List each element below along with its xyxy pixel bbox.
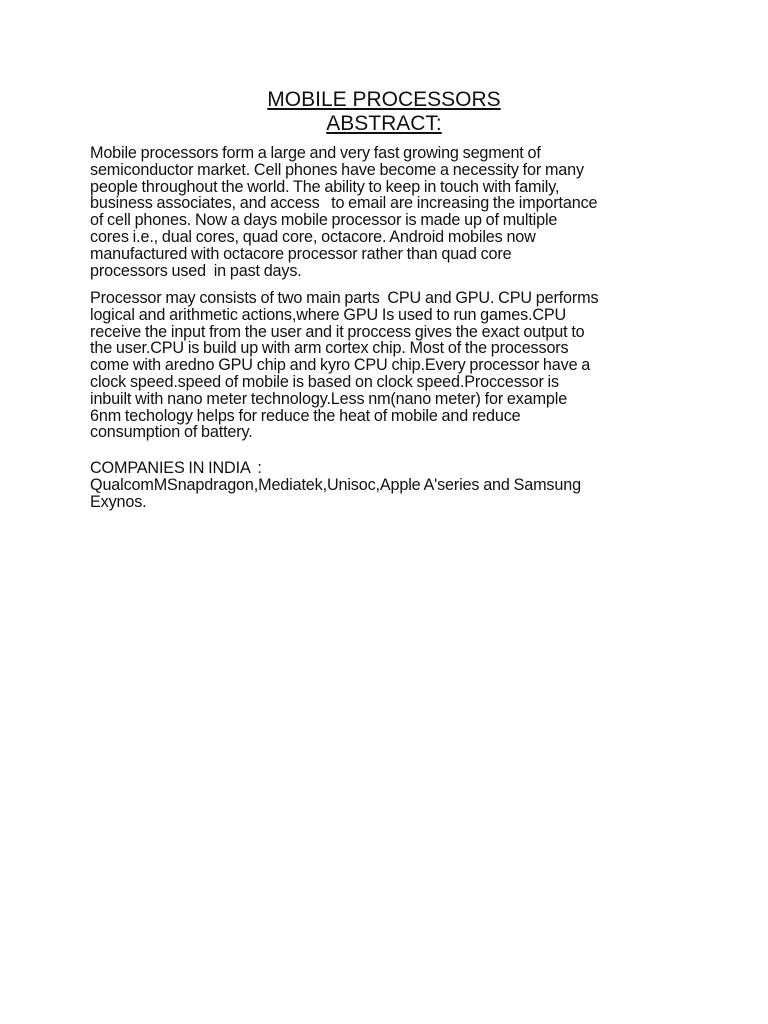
text-line: manufactured with octacore processor rather than quad core bbox=[90, 244, 512, 263]
abstract-heading: ABSTRACT: bbox=[326, 112, 442, 135]
text-line: logical and arithmetic actions,where GPU Is used to run games.CPU bbox=[90, 305, 567, 324]
text-line: clock speed.speed of mobile is based on clock speed.Proccessor is bbox=[90, 372, 559, 391]
text-line: come with aredno GPU chip and kyro CPU chip.Every processor have a bbox=[90, 356, 591, 375]
text-line: inbuilt with nano meter technology.Less nm(nano meter) for example bbox=[90, 389, 568, 408]
paragraph-intro bbox=[90, 145, 690, 279]
paragraph-companies bbox=[90, 460, 690, 510]
text-line: Exynos. bbox=[90, 492, 147, 511]
paragraph-cpu-gpu bbox=[90, 290, 690, 441]
text-line: semiconductor market. Cell phones have become a necessity for many bbox=[90, 160, 584, 179]
text-line: consumption of battery. bbox=[90, 423, 253, 442]
text-line: Mobile processors form a large and very fast growing segment of bbox=[90, 144, 541, 162]
text-line: processors used in past days. bbox=[90, 261, 302, 280]
text-line: the user.CPU is build up with arm cortex chip. Most of the processors bbox=[90, 339, 569, 358]
text-line: cores i.e., dual cores, quad core, octacore. Android mobiles now bbox=[90, 227, 536, 246]
text-line: receive the input from the user and it proccess gives the exact output to bbox=[90, 322, 585, 341]
text-line: 6nm techology helps for reduce the heat of mobile and reduce bbox=[90, 406, 521, 425]
document-title: MOBILE PROCESSORS bbox=[267, 88, 501, 111]
text-line: business associates, and access to email are increasing the importance bbox=[90, 194, 598, 213]
text-line: COMPANIES IN INDIA : bbox=[90, 459, 262, 477]
text-line: of cell phones. Now a days mobile processor is made up of multiple bbox=[90, 211, 558, 230]
text-line: Processor may consists of two main parts CPU and GPU. CPU performs bbox=[90, 289, 599, 307]
text-line: QualcomMSnapdragon,Mediatek,Unisoc,Apple A'series and Samsung bbox=[90, 475, 581, 494]
text-line: people throughout the world. The ability to keep in touch with family, bbox=[90, 177, 560, 196]
